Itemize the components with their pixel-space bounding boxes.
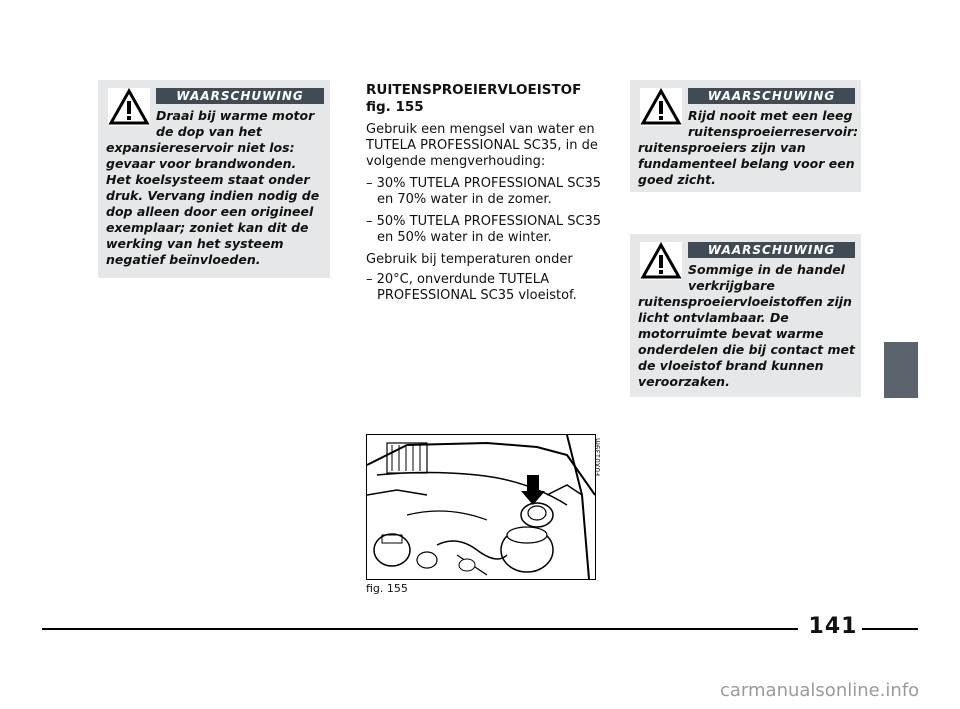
figure-caption: fig. 155: [366, 582, 408, 595]
list-item: – 20°C, onverdunde TUTELA PROFESSIONAL SC35 vloeistof.: [366, 272, 577, 303]
warning-text: [638, 108, 859, 188]
warning-line: Draai bij warme motor: [156, 108, 315, 123]
warning-line: verkrijgbare: [688, 278, 775, 293]
watermark: carmanualsonline.info: [720, 680, 920, 701]
warning-body: ruitensproeiers zijn van fundamenteel belang voor een goed zicht.: [638, 140, 855, 187]
warning-box-engine-cap: [98, 80, 330, 278]
engine-bay-illustration: [367, 435, 595, 579]
warning-header: WAARSCHUWING: [156, 88, 324, 104]
list-item: – 30% TUTELA PROFESSIONAL SC35 en 70% water in de zomer.: [366, 176, 602, 207]
warning-header: WAARSCHUWING: [688, 242, 855, 258]
warning-body: ruitensproeiervloeistoffen zijn licht ontvlambaar. De motorruimte bevat warme onderdelen die bij contact met de vloeistof brand kunnen veroorzaken.: [638, 294, 855, 389]
temperature-text: Gebruik bij temperaturen onder: [366, 252, 573, 267]
warning-header: WAARSCHUWING: [688, 88, 855, 104]
footer-rule: [42, 628, 798, 630]
warning-body: expansiereservoir niet los: gevaar voor brandwonden. Het koelsysteem staat onder druk. Vervang indien nodig de dop alleen door een origineel exemplaar; zoniet kan dit de werking van het systeem negatief beïnvloeden.: [106, 140, 320, 267]
page-number: 141: [808, 614, 858, 639]
warning-text: [106, 108, 324, 268]
engine-bay-figure: [366, 434, 596, 580]
warning-line: Rijd nooit met een leeg: [688, 108, 853, 123]
section-title: RUITENSPROEIERVLOEISTOF: [366, 82, 582, 98]
warning-box-flammable: [630, 234, 861, 397]
intro-text: Gebruik een mengsel van water en TUTELA PROFESSIONAL SC35, in de volgende mengverhouding:: [366, 122, 598, 169]
main-section: [366, 82, 606, 304]
warning-box-empty-reservoir: [630, 80, 861, 192]
footer-rule: [862, 628, 918, 630]
section-subtitle: fig. 155: [366, 99, 424, 115]
warning-line: ruitensproeierreservoir:: [688, 124, 859, 139]
list-item: – 50% TUTELA PROFESSIONAL SC35 en 50% water in de winter.: [366, 214, 602, 245]
warning-text: [638, 262, 855, 390]
figure-code: F0X0139m: [594, 438, 602, 476]
warning-line: de dop van het: [156, 124, 262, 139]
section-tab: [884, 342, 918, 398]
warning-line: Sommige in de handel: [688, 262, 845, 277]
